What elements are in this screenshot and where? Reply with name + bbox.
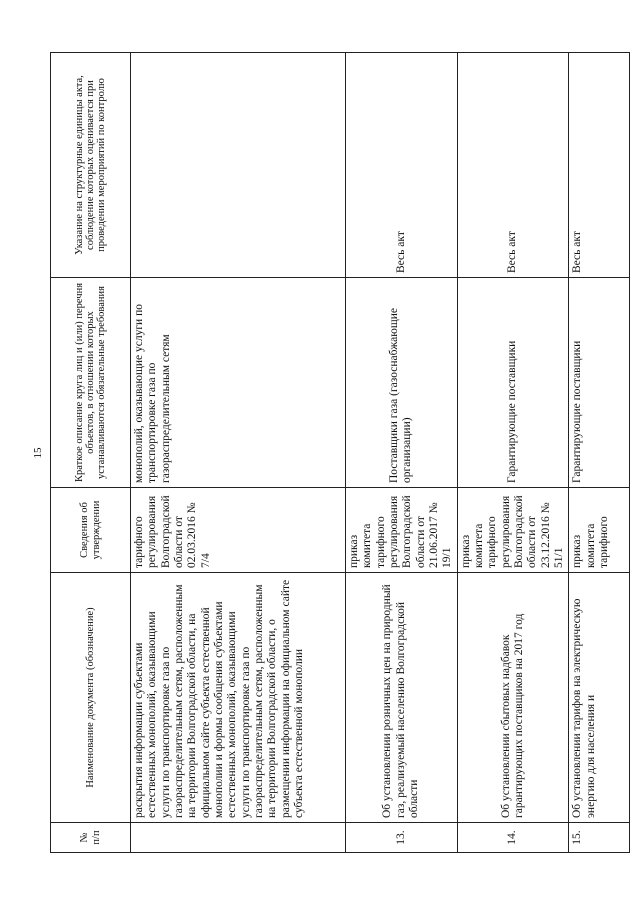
approval-info: приказ комитета тарифного bbox=[569, 487, 630, 572]
structural-units bbox=[131, 52, 346, 277]
document-name: раскрытия информации субъектами естественных монополий, оказывающими услуги по транспортировке газа по газораспределительным сетям, расположенным на территории Волгоградской области, на официальном сайте субъекта естественной монополии и формы сообщения субъектами естественных монополий, оказывающими услуги по транспортировке газа по газораспределительным сетям, расположенным на территории Волгоградской области, о размещении информации на официальном сайте субъекта естественной монополии bbox=[131, 572, 346, 822]
scope-description: Поставщики газа (газоснабжающие организации) bbox=[346, 277, 458, 487]
table-row bbox=[346, 52, 458, 852]
approval-info: тарифного регулирования Волгоградской области от 02.03.2016 № 7/4 bbox=[131, 487, 346, 572]
structural-units: Весь акт bbox=[346, 52, 458, 277]
scope-description: монополий, оказывающие услуги по транспортировке газа по газораспределительным сетям bbox=[131, 277, 346, 487]
table-row bbox=[457, 52, 569, 852]
scope-description: Гарантирующие поставщики bbox=[457, 277, 569, 487]
table-row bbox=[131, 52, 346, 852]
row-number: 15. bbox=[569, 822, 630, 852]
row-number: 14. bbox=[457, 822, 569, 852]
row-number bbox=[131, 822, 346, 852]
scope-description: Гарантирующие поставщики bbox=[569, 277, 630, 487]
structural-units: Весь акт bbox=[569, 52, 630, 277]
row-number: 13. bbox=[346, 822, 458, 852]
header-document-name: Наименование документа (обозначение) bbox=[51, 572, 131, 822]
rotated-page-content bbox=[50, 53, 610, 853]
documents-table bbox=[50, 52, 630, 853]
header-scope: Краткое описание круга лиц и (или) перечня объектов, в отношении которых устанавливаются обязательные требования bbox=[51, 277, 131, 487]
header-structural-units: Указание на структурные единицы акта, соблюдение которых оценивается при проведении мероприятий по контролю bbox=[51, 52, 131, 277]
table-row bbox=[569, 52, 630, 852]
document-name: Об установлении розничных цен на природный газ, реализуемый населению Волгоградской области bbox=[346, 572, 458, 822]
document-name: Об установлении сбытовых надбавок гарантирующих поставщиков на 2017 год bbox=[457, 572, 569, 822]
table-header-row bbox=[51, 52, 131, 852]
header-approval-info: Сведения об утверждении bbox=[51, 487, 131, 572]
structural-units: Весь акт bbox=[457, 52, 569, 277]
approval-info: приказ комитета тарифного регулирования Волгоградской области от 21.06.2017 № 19/1 bbox=[346, 487, 458, 572]
header-number: № п/п bbox=[51, 822, 131, 852]
page-number: 15 bbox=[32, 447, 44, 459]
document-name: Об установлении тарифов на электрическую энергию для населения и bbox=[569, 572, 630, 822]
approval-info: приказ комитета тарифного регулирования Волгоградской области от 23.12.2016 № 51/1 bbox=[457, 487, 569, 572]
